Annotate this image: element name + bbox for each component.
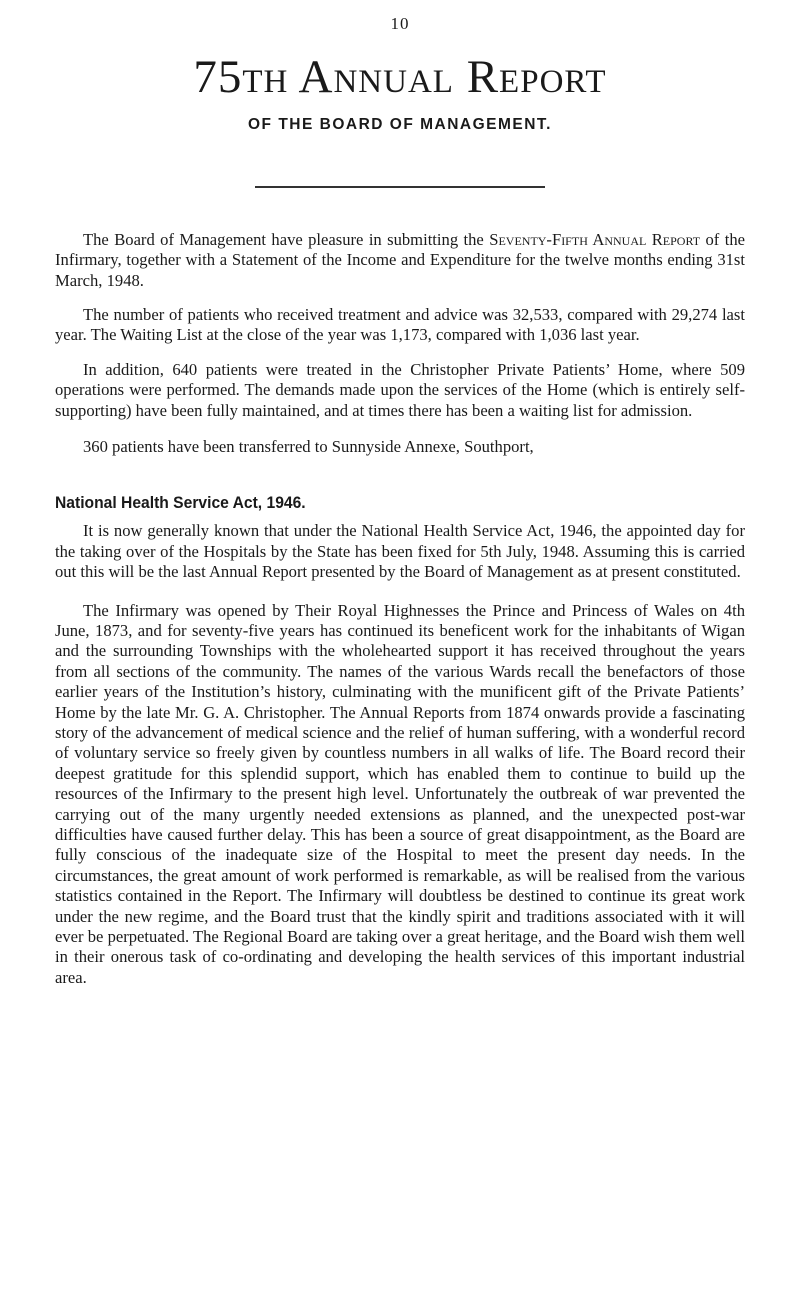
paragraph-nhs-act: It is now generally known that under the National Health Service Act, 1946, the appointed day for the taking over of the Hospitals by the State has been fixed for 5th July, 1948. Assuming this is carried out this will be the last Annual Report presented by the Board of Management as at present constituted. — [55, 521, 745, 582]
report-title: 75th Annual Report — [193, 51, 607, 103]
paragraph-introduction — [55, 230, 745, 291]
section-heading-nhs-act: National Health Service Act, 1946. — [55, 493, 306, 513]
paragraph-private-home: In addition, 640 patients were treated in the Christopher Private Patients’ Home, where 509 operations were performed. The demands made upon the services of the Home (which is entirely self-supporting) have been fully maintained, and at times there has been a waiting list for admission. — [55, 359, 745, 420]
divider-rule — [255, 186, 545, 188]
paragraph-sunnyside-annexe: 360 patients have been transferred to Sunnyside Annexe, Southport, — [83, 436, 534, 456]
paragraph-patient-numbers: The number of patients who received treatment and advice was 32,533, compared with 29,274 last year. The Waiting List at the close of the year was 1,173, compared with 1,036 last year. — [55, 304, 745, 345]
report-name-small-caps: Seventy-Fifth Annual Report — [489, 229, 701, 249]
report-subtitle: OF THE BOARD OF MANAGEMENT. — [248, 115, 552, 133]
page-number: 10 — [390, 14, 410, 33]
paragraph-infirmary-history: The Infirmary was opened by Their Royal Highnesses the Prince and Princess of Wales on 4th June, 1873, and for seventy-five years has continued its beneficent work for the inhabitants of Wigan and the surrounding Townships with the wholehearted support it has received throughout the years from all sections of the community. The names of the various Wards recall the benefactors of those earlier years of the Institution’s history, culminating with the munificent gift of the Private Patients’ Home by the late Mr. G. A. Christopher. The Annual Reports from 1874 onwards provide a fascinating story of the advancement of medical science and the relief of human suffering, with a wonderful record of voluntary service so freely given by countless numbers in all walks of life. The Board record their deepest gratitude for this splendid support, which has enabled them to continue to build up the resources of the Infirmary to the present high level. Unfortunately the outbreak of war prevented the carrying out of the many urgently needed extensions as planned, and the unexpected post-war difficulties have caused further delay. This has been a source of great disappointment, as the Board are fully conscious of the inadequate size of the Hospital to meet the present day needs. In the circumstances, the great amount of work performed is remarkable, as will be realised from the various statistics contained in the Report. The Infirmary will doubtless be destined to continue its great work under the new regime, and the Board trust that the kindly spirit and traditions associated with it will ever be perpetuated. The Regional Board are taking over a great heritage, and the Board wish them well in their onerous task of co-ordinating and developing the health services of this important industrial area. — [55, 600, 745, 987]
paragraph-introduction-end: of the Infirmary, together with a Statement of the Income and Expenditure for the twelve months ending 31st March, 1948. — [55, 229, 745, 290]
paragraph-introduction-start: The Board of Management have pleasure in submitting the — [83, 229, 490, 249]
